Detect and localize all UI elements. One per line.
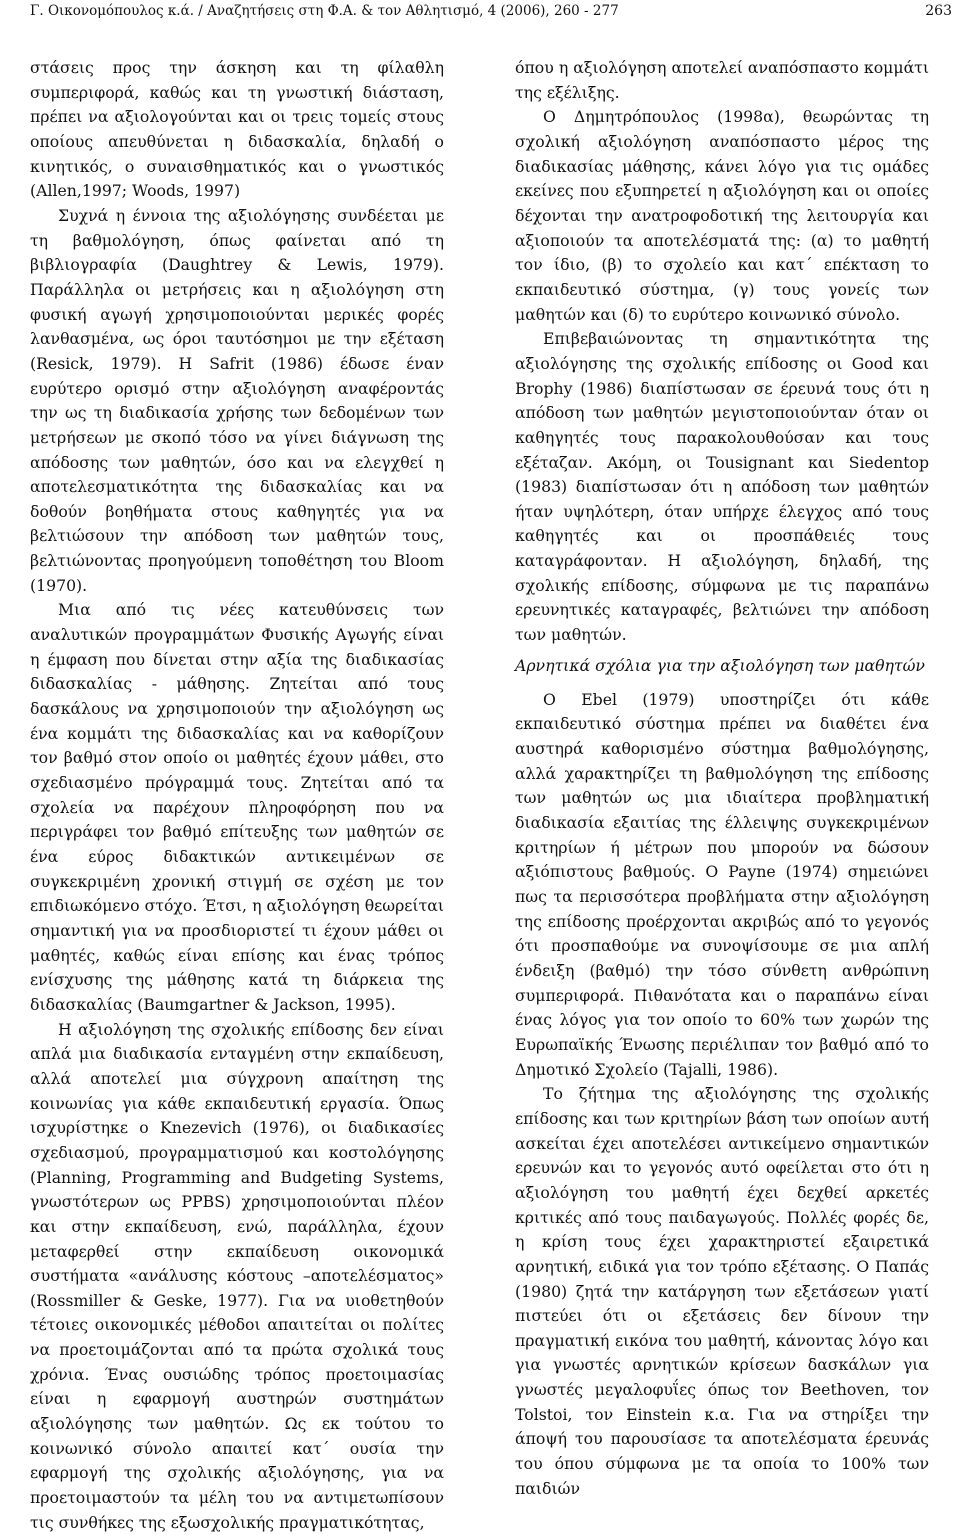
right-column — [515, 56, 929, 1501]
paragraph: Το ζήτημα της αξιολόγησης της σχολικής επίδοσης και των κριτηρίων βάση των οποίων αυτή ασκείται έχει αποτελέσει αντικείμενο σημαντικών ερευνών και το γεγονός αυτό οφείλεται στο ότι η αξιολόγηση του μαθητή έχει δεχθεί αρκετές κριτικές από τους παιδαγωγούς. Πολλές φορές δε, η κρίση τους έχει χαρακτηριστεί εξαιρετικά αρνητική, ειδικά για τον τρόπο εξέτασης. Ο Παπάς (1980) ζητά την κατάργηση των εξετάσεων γιατί πιστεύει ότι οι εξετάσεις δεν δίνουν την πραγματική εικόνα του μαθητή, κάνοντας λόγο και για γνωστές αρνητικών κρίσεων δασκάλων για γνωστές μεγαλοφυΐες όπως τον Beethoven, τον Tolstoi, τον Einstein κ.α. Για να στηρίξει την άποψή του παρουσίασε τα αποτελέσματα έρευνάς του όπου σύμφωνα με τα οποία το 100% των παιδιών — [515, 1084, 929, 1498]
page-number: 263 — [925, 3, 952, 19]
running-head: Γ. Οικονομόπουλος κ.ά. / Αναζητήσεις στη Φ.Α. & τον Αθλητισμό, 4 (2006), 260 - 277 — [30, 3, 619, 19]
paragraph: Συχνά η έννοια της αξιολόγησης συνδέεται με τη βαθμολόγηση, όπως φαίνεται από τη βιβλιογραφία (Daughtrey & Lewis, 1979). Παράλληλα οι μετρήσεις και η αξιολόγηση στη φυσική αγωγή χρησιμοποιούνται μερικές φορές λανθασμένα, ως όροι ταυτόσημοι με την εξέταση (Resick, 1979). Η Safrit (1986) έδωσε έναν ευρύτερο ορισμό στην αξιολόγηση αναφέροντάς την ως τη διαδικασία χρήσης των δεδομένων των μετρήσεων με σκοπό τόσο να γίνει διάγνωση της απόδοσης των μαθητών, όσο και να ελεγχθεί η αποτελεσματικότητα της διδασκαλίας και να δοθούν βοηθήματα στους καθηγητές για να βελτιώσουν την απόδοση των μαθητών τους, βελτιώνοντας προηγούμενη τοποθέτηση του Bloom (1970). — [30, 205, 444, 595]
paragraph: όπου η αξιολόγηση αποτελεί αναπόσπαστο κομμάτι της εξέλιξης. — [515, 58, 929, 102]
paragraph: Επιβεβαιώνοντας τη σημαντικότητα της αξιολόγησης της σχολικής επίδοσης οι Good και Brophy (1986) διαπίστωσαν σε έρευνά τους ότι η απόδοση των μαθητών μεγιστοποιούνταν όταν οι καθηγητές τους παρακολουθούσαν και τους εξέταζαν. Ακόμη, οι Tousignant και Siedentop (1983) διαπίστωσαν ότι η απόδοση των μαθητών ήταν υψηλότερη, όταν υπήρχε έλεγχος από τους καθηγητές και οι προσπάθειές τους καταγράφονταν. Η αξιολόγηση, δηλαδή, της σχολικής επίδοσης, σύμφωνα με τις παραπάνω ερευνητικές καταγραφές, βελτιώνει την απόδοση των μαθητών. — [515, 329, 929, 645]
section-heading: Αρνητικά σχόλια για την αξιολόγηση των μαθητών — [515, 655, 925, 675]
paragraph: Η αξιολόγηση της σχολικής επίδοσης δεν είναι απλά μια διαδικασία ενταγμένη στην εκπαίδευση, αλλά αποτελεί μια σύγχρονη απαίτηση της κοινωνίας για κάθε εκπαιδευτική εργασία. Όπως ισχυρίστηκε ο Knezevich (1976), οι διαδικασίες σχεδιασμού, προγραμματισμού και κοστολόγησης (Planning, Programming and Budgeting Systems, γνωστότερων ως PPBS) χρησιμοποιούνται πλέον και στην εκπαίδευση, ενώ, παράλληλα, έχουν μεταφερθεί στην εκπαίδευση οικονομικά συστήματα «ανάλυσης κόστους –αποτελέσματος» (Rossmiller & Geske, 1977). Για να υιοθετηθούν τέτοιες οικονομικές μέθοδοι απαιτείται οι πολίτες να προετοιμάζονται από τα πρώτα σχολικά τους χρόνια. Ένας ουσιώδης τρόπος προετοιμασίας είναι η εφαρμογή αυστηρών συστημάτων αξιολόγησης των μαθητών. Ως εκ τούτου το κοινωνικό σύνολο απαιτεί κατ΄ ουσία την εφαρμογή της σχολικής αξιολόγησης, για να προετοιμαστούν τα μέλη του να αντιμετωπίσουν τις συνθήκες της εξωσχολικής πραγματικότητας, — [30, 1019, 444, 1532]
left-column — [30, 56, 444, 1535]
paragraph: Μια από τις νέες κατευθύνσεις των αναλυτικών προγραμμάτων Φυσικής Αγωγής είναι η έμφαση που δίνεται στην αξία της διαδικασίας διδασκαλίας - μάθησης. Ζητείται από τους δασκάλους να χρησιμοποιούν την αξιολόγηση ως ένα κομμάτι της διδασκαλίας και να καθορίζουν τον βαθμό στον οποίο οι μαθητές έχουν μάθει, στο σχεδιασμένο πρόγραμμά τους. Ζητείται από τα σχολεία να παρέχουν πληροφόρηση που να περιγράφει τον βαθμό επίτευξης των μαθητών σε ένα εύρος διδακτικών αντικειμένων σε συγκεκριμένη χρονική στιγμή σε σχέση με τον επιδιωκόμενο στόχο. Έτσι, η αξιολόγηση θεωρείται σημαντική για να προσδιοριστεί τι έχουν μάθει οι μαθητές, καθώς είναι επίσης και ένας τρόπος ενίσχυσης της μάθησης κατά τη διάρκεια της διδασκαλίας (Baumgartner & Jackson, 1995). — [30, 600, 444, 1014]
paragraph: στάσεις προς την άσκηση και τη φίλαθλη συμπεριφορά, καθώς και τη γνωστική διάσταση, πρέπει να αξιολογούνται και οι τρεις τομείς στους οποίους απευθύνεται η διδασκαλία, δηλαδή ο κινητικός, ο συναισθηματικός και ο γνωστικός (Allen,1997; Woods, 1997) — [30, 58, 444, 201]
paragraph: Ο Δημητρόπουλος (1998α), θεωρώντας τη σχολική αξιολόγηση αναπόσπαστο μέρος της διαδικασίας μάθησης, κάνει λόγο για τις ομάδες εκείνες που εξυπηρετεί η αξιολόγηση και οι οποίες δέχονται την ανατροφοδοτική της λειτουργία και αξιοποιούν τα αποτελέσματά της: (α) το μαθητή τον ίδιο, (β) το σχολείο και κατ΄ επέκταση το εκπαιδευτικό σύστημα, (γ) τους γονείς των μαθητών και (δ) το ευρύτερο κοινωνικό σύνολο. — [515, 107, 929, 324]
paragraph: Ο Ebel (1979) υποστηρίζει ότι κάθε εκπαιδευτικό σύστημα πρέπει να διαθέτει ένα αυστηρά καθορισμένο σύστημα βαθμολόγησης, αλλά χαρακτηρίζει τη βαθμολόγηση της επίδοσης των μαθητών ως μια ιδιαίτερα προβληματική διαδικασία εξαιτίας της έλλειψης συγκεκριμένων κριτηρίων ή μέτρων που μπορούν να δώσουν αξιόπιστους βαθμούς. Ο Payne (1974) σημειώνει πως τα περισσότερα προβλήματα στην αξιολόγηση της επίδοσης προέρχονται ακριβώς από το γεγονός ότι προσπαθούμε να συνοψίσουμε σε μια απλή ένδειξη (βαθμό) την τόσο σύνθετη ανθρώπινη συμπεριφορά. Πιθανότατα και ο παραπάνω είναι ένας λόγος για τον οποίο το 60% των χωρών της Ευρωπαϊκής Ένωσης περιέλιπαν τον βαθμό από το Δημοτικό Σχολείο (Tajalli, 1986). — [515, 689, 929, 1079]
